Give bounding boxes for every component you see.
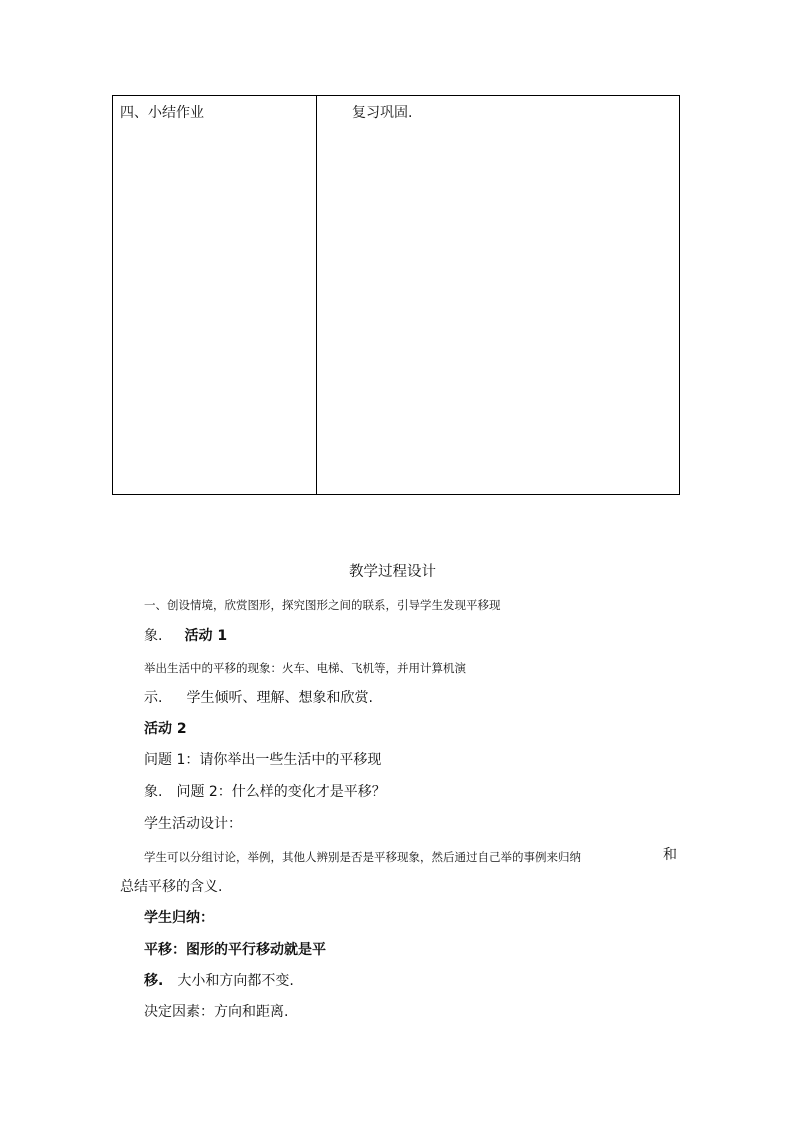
paragraph-line: 一、创设情境，欣赏图形，探究图形之间的联系，引导学生发现平移现 bbox=[144, 598, 501, 612]
paragraph-text: 和 bbox=[663, 847, 677, 863]
activity-design-label: 学生活动设计： bbox=[144, 816, 242, 832]
question-1: 问题 1：请你举出一些生活中的平移现 bbox=[144, 752, 382, 768]
section-title: 教学过程设计 bbox=[349, 564, 436, 580]
table-cell-content bbox=[317, 96, 680, 495]
factors-line: 决定因素：方向和距离. bbox=[144, 1004, 289, 1020]
paragraph-line bbox=[144, 689, 373, 707]
definition-line: 平移：图形的平行移动就是平 bbox=[144, 942, 326, 958]
paragraph-line bbox=[144, 783, 386, 801]
paragraph-line: 学生可以分组讨论，举例，其他人辨别是否是平移现象，然后通过自己举的事例来归纳 bbox=[144, 850, 581, 864]
paragraph-text: 象. bbox=[144, 784, 163, 800]
stage-label: 四、小结作业 bbox=[120, 105, 204, 121]
paragraph-text: 移. bbox=[144, 973, 164, 989]
summary-table bbox=[112, 95, 680, 495]
summary-heading: 学生归纳： bbox=[144, 910, 214, 926]
paragraph-text: 大小和方向都不变. bbox=[177, 973, 294, 989]
paragraph-text: 学生倾听、理解、想象和欣赏. bbox=[186, 690, 373, 706]
paragraph-text: 示. bbox=[144, 690, 163, 706]
table-cell-stage bbox=[113, 96, 317, 495]
paragraph-line bbox=[144, 627, 227, 645]
paragraph-line: 举出生活中的平移的现象：火车、电梯、飞机等，并用计算机演 bbox=[144, 661, 466, 675]
activity-2-label: 活动 2 bbox=[144, 721, 187, 737]
paragraph-text: 象. bbox=[144, 628, 163, 644]
table-row bbox=[113, 96, 680, 495]
paragraph-line bbox=[144, 972, 294, 990]
paragraph-line: 总结平移的含义. bbox=[120, 879, 223, 895]
question-2: 问题 2：什么样的变化才是平移？ bbox=[176, 784, 386, 800]
activity-1-label: 活动 1 bbox=[184, 628, 228, 644]
stage-content: 复习巩固. bbox=[352, 105, 413, 121]
